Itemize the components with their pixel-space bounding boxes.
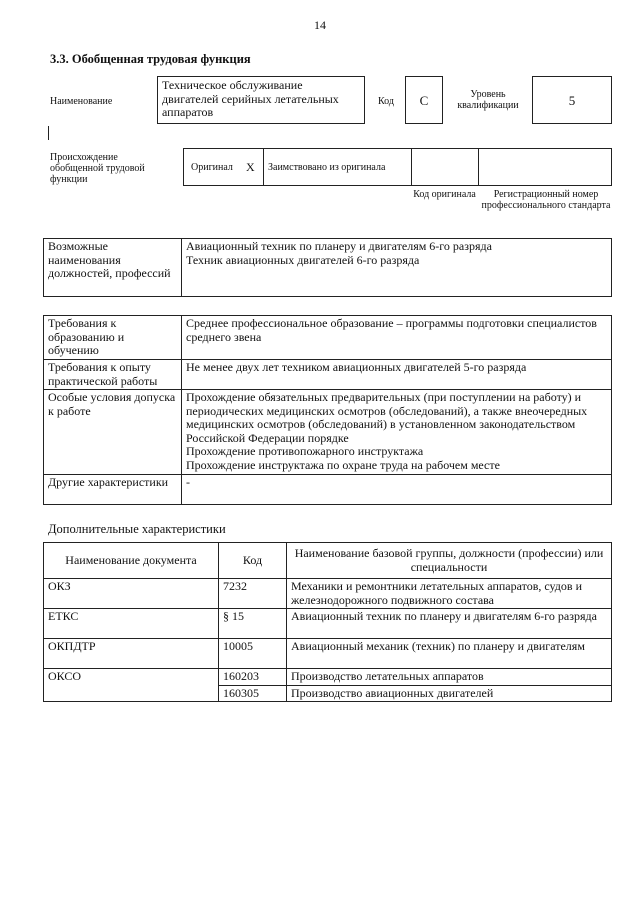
positions-label: Возможные наименования должностей, профессий	[44, 239, 182, 297]
row-name: Авиационный техник по планеру и двигателям 6-го разряда	[287, 609, 612, 639]
table-row	[44, 579, 612, 609]
row-doc: ЕТКС	[44, 609, 219, 639]
row-name: Производство летательных аппаратов	[287, 669, 612, 686]
level-label: Уровень квалификации	[457, 89, 519, 111]
row-name: Производство авиационных двигателей	[287, 685, 612, 702]
col-header-name: Наименование базовой группы, должности (профессии) или специальности	[287, 543, 612, 579]
row-code: § 15	[219, 609, 287, 639]
additional-heading: Дополнительные характеристики	[48, 522, 226, 536]
admission-line: Прохождение противопожарного инструктажа	[186, 444, 424, 458]
education-label: Требования к образованию и обучению	[44, 316, 182, 360]
admission-line: Прохождение инструктажа по охране труда на рабочем месте	[186, 457, 500, 472]
table-row	[44, 609, 612, 639]
additional-table	[43, 542, 612, 702]
divider	[478, 148, 479, 186]
page-number: 14	[314, 18, 326, 32]
level-value: 5	[532, 76, 612, 124]
row-code: 160305	[219, 685, 287, 702]
name-value: Техническое обслуживание двигателей серийных летательных аппаратов	[162, 78, 339, 119]
code-original-caption: Код оригинала	[413, 189, 476, 200]
education-value: Среднее профессиональное образование – программы подготовки специалистов среднего звена	[182, 316, 612, 360]
name-label: Наименование	[50, 96, 113, 107]
table-row	[44, 639, 612, 669]
admission-values	[182, 390, 612, 475]
reg-number-caption: Регистрационный номер профессионального стандарта	[481, 189, 611, 211]
original-label: Оригинал	[191, 162, 233, 173]
row-code: 160203	[219, 669, 287, 686]
col-header-doc: Наименование документа	[44, 543, 219, 579]
positions-line: Авиационный техник по планеру и двигателям 6-го разряда	[186, 239, 492, 253]
experience-value: Не менее двух лет техником авиационных двигателей 5-го разряда	[182, 360, 612, 390]
row-code: 7232	[219, 579, 287, 609]
code-label: Код	[378, 96, 394, 107]
other-label: Другие характеристики	[44, 475, 182, 505]
positions-values	[182, 239, 612, 297]
requirements-table	[43, 315, 612, 505]
admission-line: Прохождение обязательных предварительных (при поступлении на работу) и периодических медицинских осмотров (обследований), а также внеочередных медицинских осмотров (обследований) в установленном законодательством Российской Федерации порядке	[186, 390, 588, 445]
row-doc: ОКСО	[44, 669, 219, 702]
section-title: 3.3. Обобщенная трудовая функция	[50, 52, 251, 66]
name-value-box	[157, 76, 365, 124]
divider	[411, 148, 412, 186]
col-header-code: Код	[219, 543, 287, 579]
origin-label: Происхождение обобщенной трудовой функции	[50, 152, 145, 185]
divider	[263, 148, 264, 186]
table-row	[44, 669, 612, 686]
admission-label: Особые условия допуска к работе	[44, 390, 182, 475]
other-value: -	[182, 475, 612, 505]
row-code: 10005	[219, 639, 287, 669]
row-name: Механики и ремонтники летательных аппаратов, судов и железнодорожного подвижного состава	[287, 579, 612, 609]
margin-mark	[48, 126, 49, 140]
row-name: Авиационный механик (техник) по планеру и двигателям	[287, 639, 612, 669]
row-doc: ОКЗ	[44, 579, 219, 609]
code-value: C	[405, 76, 443, 124]
positions-line: Техник авиационных двигателей 6-го разряда	[186, 252, 420, 267]
original-mark: X	[246, 160, 255, 174]
positions-table	[43, 238, 612, 297]
experience-label: Требования к опыту практической работы	[44, 360, 182, 390]
row-doc: ОКПДТР	[44, 639, 219, 669]
borrowed-label: Заимствовано из оригинала	[268, 162, 386, 173]
